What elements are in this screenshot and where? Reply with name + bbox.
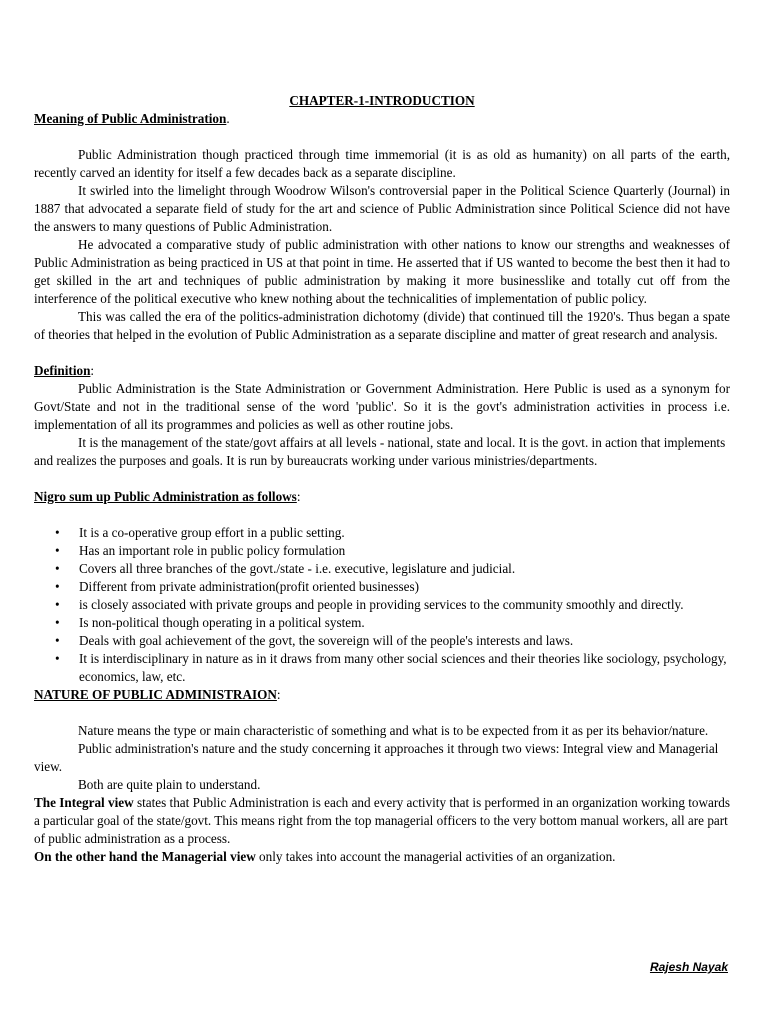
managerial-view-paragraph: On the other hand the Managerial view only takes into account the managerial activities of an organization. <box>34 849 616 864</box>
document-page <box>34 92 730 866</box>
chapter-title: CHAPTER-1-INTRODUCTION <box>289 93 475 108</box>
integral-view-paragraph: The Integral view states that Public Administration is each and every activity that is performed in an organization working towards a particular goal of the state/govt. This means right from the top managerial officers to the very bottom manual workers, all are part of public administration as a process. <box>34 795 730 846</box>
list-item: • It is a co-operative group effort in a public setting. <box>34 524 730 542</box>
nature-paragraph: Public administration's nature and the study concerning it approaches it through two views: Integral view and Managerial view. <box>34 741 719 774</box>
list-item: • Deals with goal achievement of the govt, the sovereign will of the people's interests and laws. <box>34 632 730 650</box>
nature-paragraph: Both are quite plain to understand. <box>78 777 261 792</box>
definition-paragraph: Public Administration is the State Administration or Government Administration. Here Public is used as a synonym for Govt/State and not in the traditional sense of the word 'public'. So it is the govt's administration activities in process i.e. implementation of all its programmes and policies as well as other routine jobs. <box>34 381 730 432</box>
meaning-paragraph: He advocated a comparative study of public administration with other nations to know our strengths and weaknesses of Public Administration as being practiced in US at that point in time. He asserted that if US wanted to become the best then it had to get skilled in the art and techniques of public administration by making it more businesslike and totally cut off from the interference of the political executive who knew nothing about the technicalities of implementation of public policy. <box>34 237 730 306</box>
list-item: • Has an important role in public policy formulation <box>34 542 730 560</box>
nature-heading: NATURE OF PUBLIC ADMINISTRAION: <box>34 687 281 702</box>
list-item: • Covers all three branches of the govt./state - i.e. executive, legislature and judicial. <box>34 560 730 578</box>
definition-paragraph: It is the management of the state/govt affairs at all levels - national, state and local. It is the govt. in action that implements and realizes the purposes and goals. It is run by bureaucrats working under various ministries/departments. <box>34 435 726 468</box>
meaning-heading: Meaning of Public Administration. <box>34 111 230 126</box>
list-item: • Is non-political though operating in a political system. <box>34 614 730 632</box>
meaning-paragraph: This was called the era of the politics-administration dichotomy (divide) that continued till the 1920's. Thus began a spate of theories that helped in the evolution of Public Administration as a separate discipline and matter of great research and analysis. <box>34 309 730 342</box>
nigro-list <box>34 524 730 686</box>
list-item: • is closely associated with private groups and people in providing services to the community smoothly and directly. <box>34 596 730 614</box>
nature-paragraph: Nature means the type or main characteristic of something and what is to be expected from it as per its behavior/nature. <box>78 723 709 738</box>
list-item: • It is interdisciplinary in nature as in it draws from many other social sciences and their theories like sociology, psychology, economics, law, etc. <box>34 650 730 686</box>
list-item: • Different from private administration(profit oriented businesses) <box>34 578 730 596</box>
definition-heading: Definition: <box>34 363 95 378</box>
meaning-paragraph: Public Administration though practiced through time immemorial (it is as old as humanity) on all parts of the earth, recently carved an identity for itself a few decades back as a separate discipline. <box>34 147 730 180</box>
author-signature: Rajesh Nayak <box>649 960 728 974</box>
nigro-heading: Nigro sum up Public Administration as follows: <box>34 489 301 504</box>
meaning-paragraph: It swirled into the limelight through Woodrow Wilson's controversial paper in the Political Science Quarterly (Journal) in 1887 that advocated a separate field of study for the art and science of Public Administration since Political Science did not have the answers to many questions of Public Administration. <box>34 183 730 234</box>
